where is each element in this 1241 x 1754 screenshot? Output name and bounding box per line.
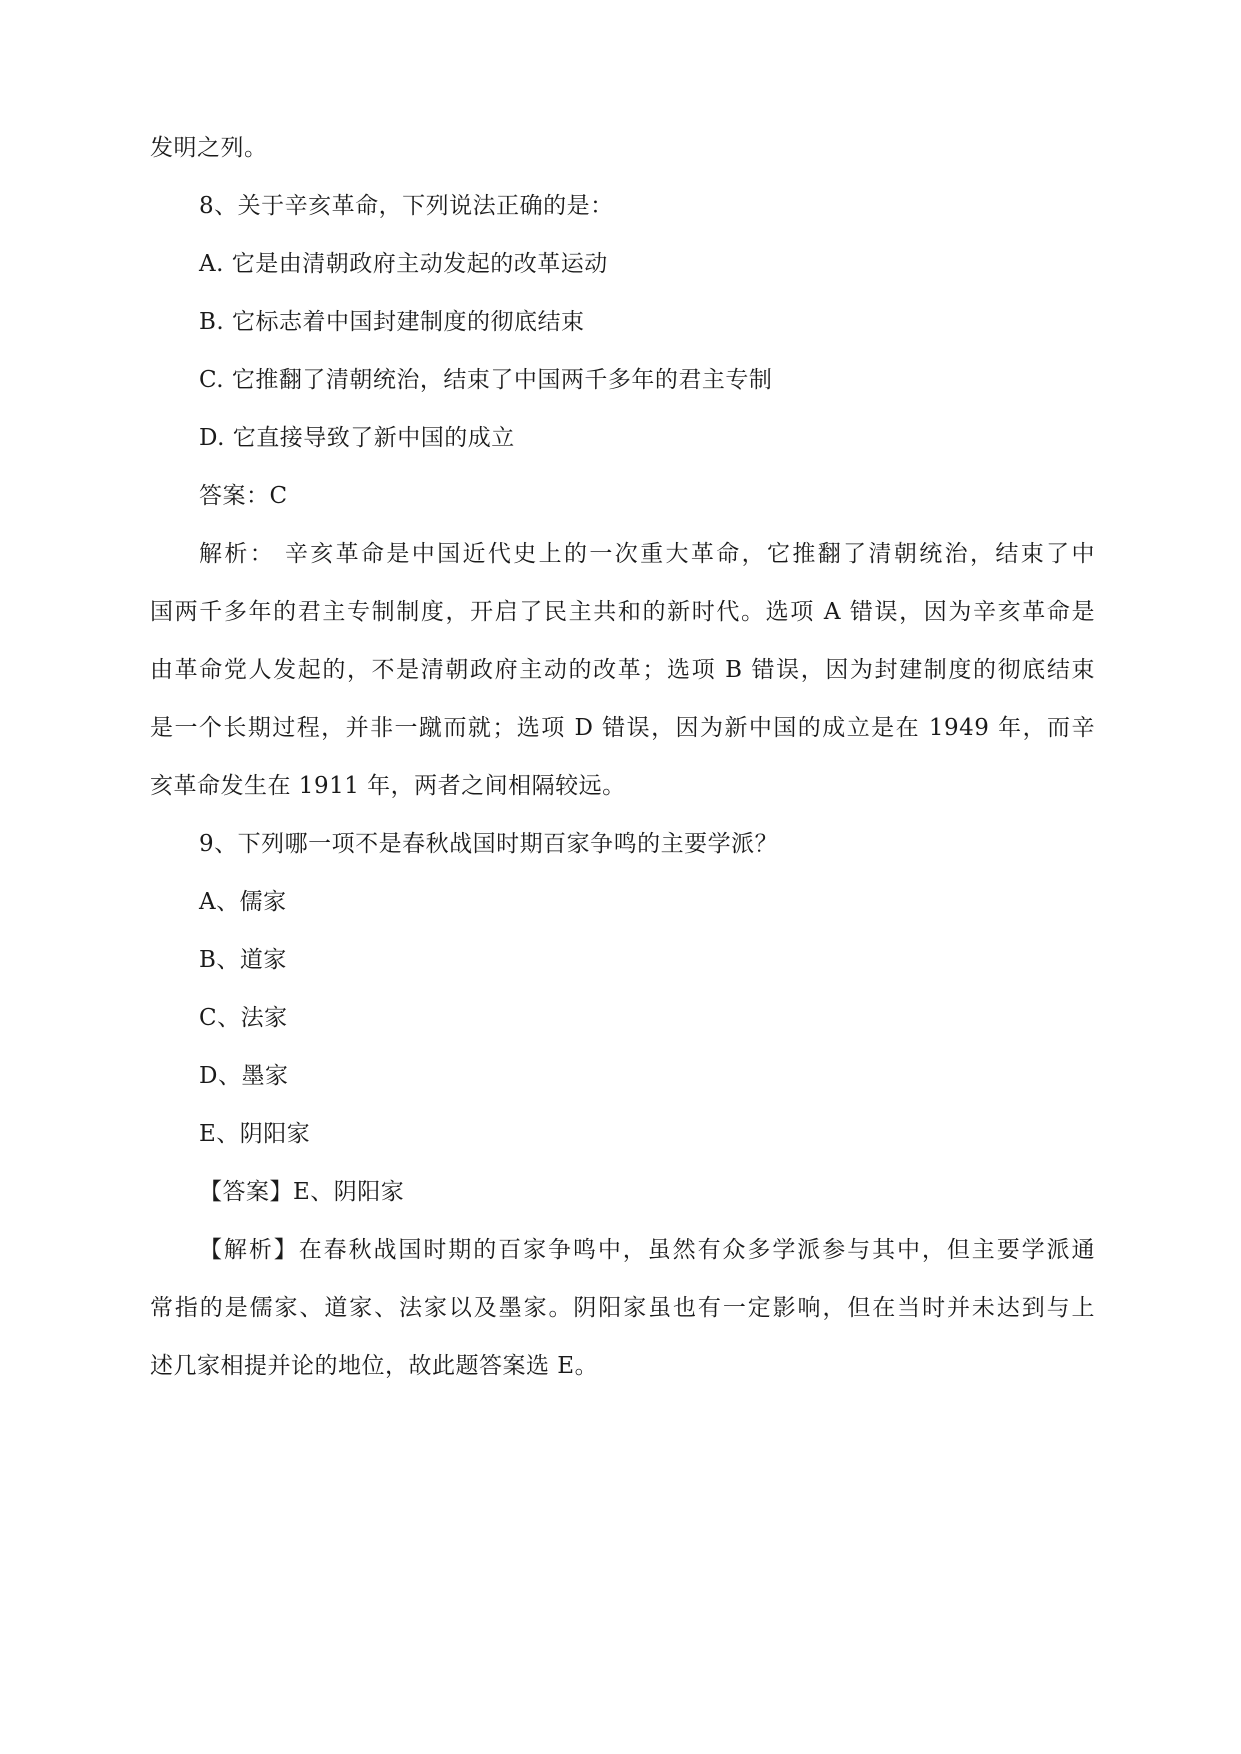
- question-8-option-a: A. 它是由清朝政府主动发起的改革运动: [199, 251, 608, 277]
- question-8-option-d: D. 它直接导致了新中国的成立: [199, 425, 515, 451]
- question-8-analysis-line: 亥革命发生在 1911 年，两者之间相隔较远。: [150, 773, 626, 799]
- question-8-analysis-line: 国两千多年的君主专制制度，开启了民主共和的新时代。选项 A 错误，因为辛亥革命是: [150, 599, 1095, 625]
- question-9-option-b: B、道家: [199, 947, 287, 973]
- question-9-option-e: E、阴阳家: [199, 1121, 311, 1147]
- question-8-answer: 答案：C: [199, 483, 288, 509]
- question-9-option-c: C、法家: [199, 1005, 288, 1031]
- question-9-stem: 9、下列哪一项不是春秋战国时期百家争鸣的主要学派？: [199, 831, 779, 857]
- question-8-analysis-line: 由革命党人发起的，不是清朝政府主动的改革；选项 B 错误，因为封建制度的彻底结束: [150, 657, 1095, 683]
- question-9-option-d: D、墨家: [199, 1063, 289, 1089]
- question-8-analysis-line: 解析： 辛亥革命是中国近代史上的一次重大革命，它推翻了清朝统治，结束了中: [199, 541, 1095, 567]
- question-8-option-b: B. 它标志着中国封建制度的彻底结束: [199, 309, 585, 335]
- question-8-analysis-line: 是一个长期过程，并非一蹴而就；选项 D 错误，因为新中国的成立是在 1949 年，而辛: [150, 715, 1095, 741]
- question-8-stem: 8、关于辛亥革命，下列说法正确的是：: [199, 193, 614, 219]
- question-9-analysis-line: 常指的是儒家、道家、法家以及墨家。阴阳家虽也有一定影响，但在当时并未达到与上: [150, 1295, 1095, 1321]
- question-8-option-c: C. 它推翻了清朝统治，结束了中国两千多年的君主专制: [199, 367, 773, 393]
- question-9-option-a: A、儒家: [199, 889, 287, 915]
- question-9-analysis-line: 述几家相提并论的地位，故此题答案选 E。: [150, 1353, 599, 1379]
- question-9-answer: 【答案】E、阴阳家: [199, 1179, 405, 1205]
- continuation-text: 发明之列。: [150, 135, 268, 161]
- question-9-analysis-line: 【解析】在春秋战国时期的百家争鸣中，虽然有众多学派参与其中，但主要学派通: [199, 1237, 1095, 1263]
